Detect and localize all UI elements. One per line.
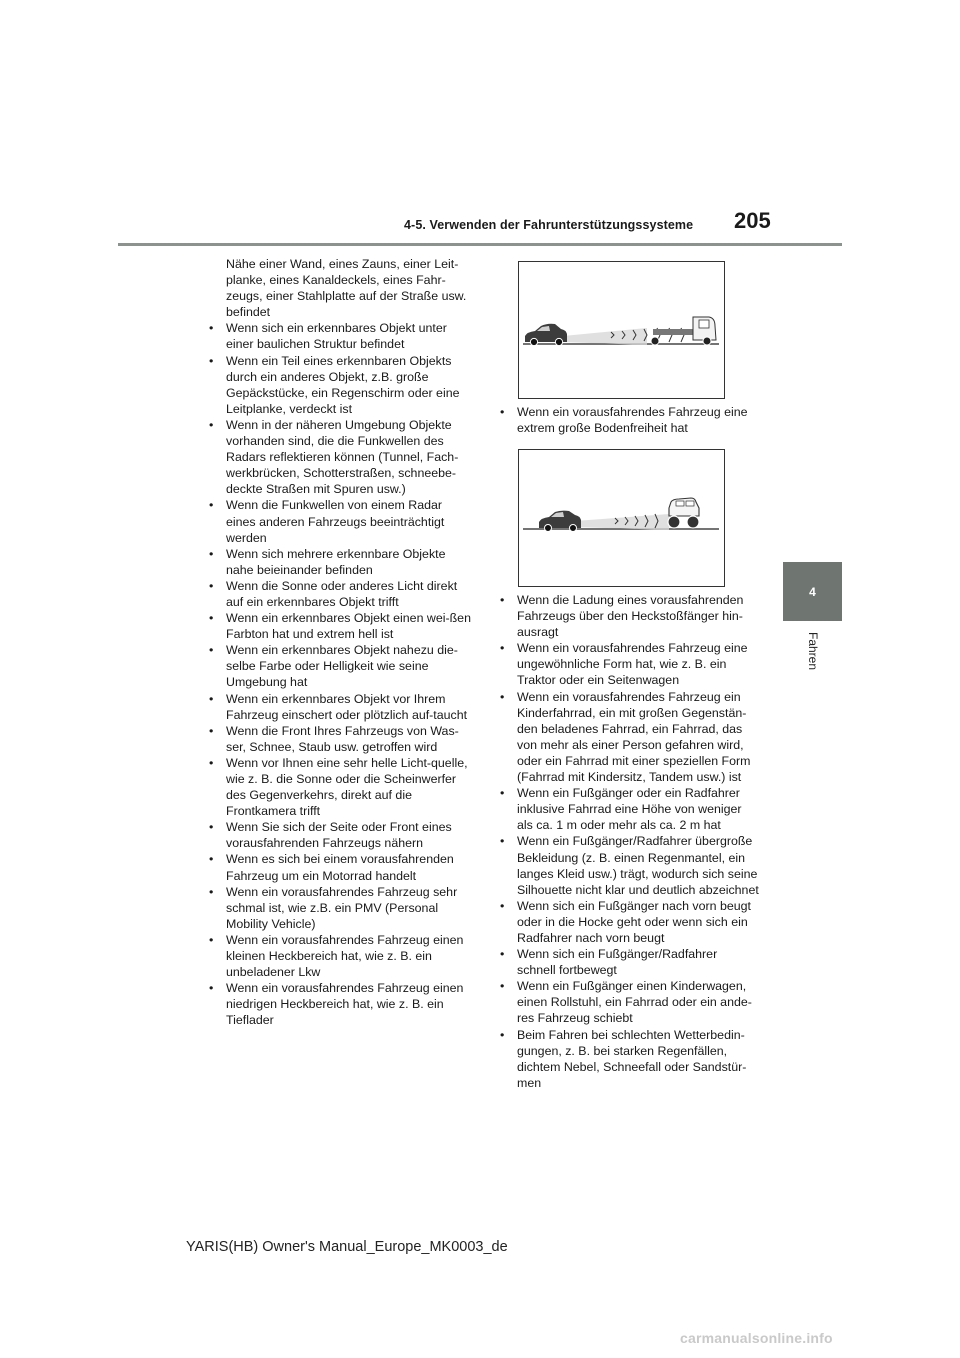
list-item: • Wenn vor Ihnen eine sehr helle Licht-quelle, wie z. B. die Sonne oder die Scheinwerfer des Gegenverkehrs, direkt auf die Frontkamera trifft — [200, 755, 472, 819]
illustration-high-clearance-vehicle — [518, 449, 725, 587]
list-item: • Wenn die Ladung eines vorausfahrenden Fahrzeugs über den Heckstoßfänger hin-ausragt — [491, 592, 759, 640]
section-title: 4-5. Verwenden der Fahrunterstützungssysteme — [404, 218, 694, 232]
list-item: • Wenn sich ein Fußgänger nach vorn beugt oder in die Hocke geht oder wenn sich ein Radfahrer nach vorn beugt — [491, 898, 759, 946]
left-bullet-list — [200, 320, 472, 1028]
caption-bullet-list — [491, 404, 759, 436]
list-item: • Wenn ein Fußgänger oder ein Radfahrer inklusive Fahrrad eine Höhe von weniger als ca. 1 m oder mehr als ca. 2 m hat — [491, 785, 759, 833]
list-item: • Wenn ein vorausfahrendes Fahrzeug einen niedrigen Heckbereich hat, wie z. B. ein Tieflader — [200, 980, 472, 1028]
header-divider — [118, 243, 842, 246]
list-item: • Wenn ein Teil eines erkennbaren Objekts durch ein anderes Objekt, z.B. große Gepäckstücke, ein Regenschirm oder eine Leitplanke, verdeckt ist — [200, 353, 472, 417]
list-item: • Wenn ein erkennbares Objekt einen wei-ßen Farbton hat und extrem hell ist — [200, 610, 472, 642]
chapter-number: 4 — [809, 584, 816, 599]
chapter-label: Fahren — [806, 632, 820, 671]
right-bullet-list — [491, 592, 759, 1091]
list-item: • Wenn in der näheren Umgebung Objekte vorhanden sind, die die Funkwellen des Radars reflektieren können (Tunnel, Fach-werkbrücken, Schotterstraßen, schneebe-deckte Straßen mit Spuren usw.) — [200, 417, 472, 497]
list-item: • Wenn ein vorausfahrendes Fahrzeug einen kleinen Heckbereich hat, wie z. B. ein unbeladener Lkw — [200, 932, 472, 980]
figure-caption-1 — [491, 404, 759, 436]
list-item: • Wenn ein erkennbares Objekt vor Ihrem Fahrzeug einschert oder plötzlich auf-taucht — [200, 691, 472, 723]
list-item: • Wenn ein vorausfahrendes Fahrzeug sehr schmal ist, wie z.B. ein PMV (Personal Mobility Vehicle) — [200, 884, 472, 932]
list-item: • Wenn es sich bei einem vorausfahrenden Fahrzeug um ein Motorrad handelt — [200, 851, 472, 883]
suv-radar-illustration — [519, 450, 724, 586]
list-item: • Wenn ein vorausfahrendes Fahrzeug ein Kinderfahrrad, ein mit großen Gegenstän-den beladenes Fahrrad, ein Fahrrad, das von mehr als einer Person gefahren wird, oder ein Fahrrad mit einer speziellen Form (Fahrrad mit Kindersitz, Tandem usw.) ist — [491, 689, 759, 786]
list-item: • Wenn ein erkennbares Objekt nahezu die-selbe Farbe oder Helligkeit wie seine Umgebung hat — [200, 642, 472, 690]
right-column — [491, 592, 759, 1091]
illustration-truck-low-rear — [518, 261, 725, 399]
list-item: • Wenn Sie sich der Seite oder Front eines vorausfahrenden Fahrzeugs nähern — [200, 819, 472, 851]
list-item: • Wenn sich mehrere erkennbare Objekte nahe beieinander befinden — [200, 546, 472, 578]
list-item: • Wenn die Funkwellen von einem Radar eines anderen Fahrzeugs beeinträchtigt werden — [200, 497, 472, 545]
page-number: 205 — [734, 208, 771, 233]
list-item: • Wenn sich ein erkennbares Objekt unter einer baulichen Struktur befindet — [200, 320, 472, 352]
continued-bullet-text: Nähe einer Wand, eines Zauns, einer Leit-planke, eines Kanaldeckels, eines Fahr-zeugs, einer Stahlplatte auf der Straße usw. befindet — [226, 257, 467, 320]
list-item: • Wenn ein vorausfahrendes Fahrzeug eine ungewöhnliche Form hat, wie z. B. ein Traktor oder ein Seitenwagen — [491, 640, 759, 688]
list-item: • Wenn die Front Ihres Fahrzeugs von Was-ser, Schnee, Staub usw. getroffen wird — [200, 723, 472, 755]
list-item: • Wenn sich ein Fußgänger/Radfahrer schnell fortbewegt — [491, 946, 759, 978]
left-column — [200, 256, 472, 1029]
list-item: • Wenn die Sonne oder anderes Licht direkt auf ein erkennbares Objekt trifft — [200, 578, 472, 610]
manual-identifier: YARIS(HB) Owner's Manual_Europe_MK0003_de — [186, 1239, 508, 1255]
list-item: • Wenn ein vorausfahrendes Fahrzeug eine extrem große Bodenfreiheit hat — [491, 404, 759, 436]
truck-radar-illustration — [519, 262, 724, 398]
chapter-tab — [783, 562, 842, 621]
watermark: carmanualsonline.info — [680, 1330, 833, 1346]
list-item: • Wenn ein Fußgänger einen Kinderwagen, einen Rollstuhl, ein Fahrrad oder ein ande-res Fahrzeug schiebt — [491, 978, 759, 1026]
list-item: • Beim Fahren bei schlechten Wetterbedin-gungen, z. B. bei starken Regenfällen, dichtem Nebel, Schneefall oder Sandstür-men — [491, 1027, 759, 1091]
list-item: • Wenn ein Fußgänger/Radfahrer übergroße Bekleidung (z. B. einen Regenmantel, ein langes Kleid usw.) trägt, wodurch sich seine Silhouette nicht klar und deutlich abzeichnet — [491, 833, 759, 897]
